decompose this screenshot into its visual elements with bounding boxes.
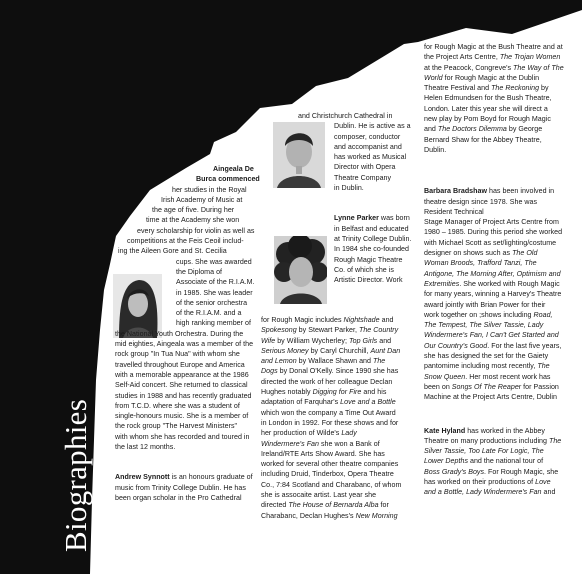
page-title: Biographies — [58, 398, 93, 552]
text-line: Andrew Synnott is an honours graduate of — [115, 473, 253, 482]
text-line: studies in 1988 and has recently graduated — [115, 391, 252, 400]
text-line: Theatre Festival and The Reckoning by — [424, 84, 549, 93]
text-line: with whom she has recorded and toured in — [115, 432, 250, 441]
text-line: adaptation of Farquhar's Love and a Bottle — [261, 398, 396, 407]
text-line: time at the Academy she won — [146, 216, 240, 225]
text-line: the National Youth Orchestra. During the — [115, 329, 244, 338]
text-line: Antigone, The Morning After, Optimism and — [424, 269, 561, 278]
text-line: Barbara Bradshaw has been involved in — [424, 187, 555, 196]
text-line: Irish Academy of Music at — [161, 195, 243, 204]
text-line: for many years, winning a Harvey's Theatre — [424, 290, 562, 299]
text-line: work together on ;shows including Road, — [424, 310, 553, 319]
text-line: the last 12 months. — [115, 443, 176, 452]
text-line: in 1985. She was leader — [176, 288, 253, 297]
text-line: Serious Money by Caryl Churchill, Aunt Dan — [261, 346, 401, 355]
text-line: World for Rough Magic at the Dublin — [424, 73, 540, 82]
text-line: the rock group "The Harvest Ministers" — [115, 422, 238, 431]
column-3 — [424, 42, 580, 498]
text-line: The Tempest, The Silver Tassie, Lady — [424, 321, 544, 330]
text-line: and Lemon by Wallace Shawn and The — [261, 357, 386, 366]
text-line: Theatre Company — [334, 173, 392, 182]
text-line: ing the Aileen Gore and St. Cecilia — [118, 247, 227, 256]
text-line: Kate Hyland has worked in the Abbey — [424, 426, 545, 435]
text-line: composer, conductor — [334, 132, 401, 141]
text-line: Helen Edmundsen for the Bush Theatre, — [424, 94, 552, 103]
text-line: Self-Aid concert. She returned to classical — [115, 381, 248, 390]
text-line: of the senior orchestra — [176, 298, 248, 307]
text-line: her production of Wilde's Lady — [261, 429, 357, 438]
text-line: been organ scholar in the Pro Cathedral — [115, 493, 242, 502]
text-line: directed The House of Bernarda Alba for — [261, 501, 389, 510]
text-line: and a Bottle, Lady Windermere's Fan and — [424, 488, 556, 497]
text-line: and Christchurch Cathedral in — [298, 112, 393, 120]
column-1 — [115, 164, 285, 503]
text-line: pantomime including most recently, The — [424, 362, 550, 371]
text-line: in London in 1992. For these shows and for — [261, 418, 399, 427]
column-2 — [298, 111, 418, 285]
text-line: Rough Magic Theatre — [334, 255, 403, 264]
name-barbara-bradshaw: Barbara Bradshaw — [424, 187, 488, 196]
text-line: and accompanist and — [334, 142, 402, 151]
text-line: Ireland/RTE Arts Show Award. She has — [261, 449, 385, 458]
text-line: in Belfast and educated — [334, 224, 409, 233]
text-line: Machine at the Project Arts Centre, Dublin — [424, 393, 557, 402]
text-line: at the Peacock, Congreve's The Way of The — [424, 63, 564, 72]
text-line: new play by Pom Boyd for Rough Magic — [424, 115, 551, 124]
text-line: with a memorable appearance at the 1986 — [115, 370, 249, 379]
text-line: she is assocaite artist. Last year she — [261, 491, 377, 500]
text-line: London. Later this year she will direct a — [424, 104, 548, 113]
text-line: Extremities. She worked with Rough Magic — [424, 279, 560, 288]
name-lynne-parker: Lynne Parker — [334, 214, 379, 223]
text-line: Associate of the R.I.A.M. — [176, 278, 255, 287]
text-line: Lynne Parker was born — [334, 214, 410, 223]
text-line: in Dublin. — [334, 184, 364, 193]
text-line: Dogs by Donal O'Kelly. Since 1990 she has — [261, 367, 399, 376]
text-line: Wife by William Wycherley; Top Girls and — [261, 336, 392, 345]
text-line: In 1984 she co-founded — [334, 245, 409, 254]
text-line: has worked as Musical — [334, 153, 407, 162]
text-line: award jointly with Brian Power for their — [424, 300, 546, 309]
text-line: Resident Technical — [424, 207, 484, 216]
text-line: 1980 – 1985. During this period she worked — [424, 228, 563, 237]
text-line: high ranking member of — [176, 319, 251, 328]
text-line: of the R.I.A.M. and a — [176, 309, 242, 318]
text-line: with Michael Scott as set/lighting/costume — [424, 238, 557, 247]
text-line: Charabanc, Declan Hughes's New Morning — [261, 511, 398, 520]
text-line: and The Doctors Dilemma by George — [424, 125, 543, 134]
text-line: Theatre on many productions including The — [424, 436, 562, 445]
text-line: for Rough Magic includes Nightshade and — [261, 316, 394, 324]
text-line: Stage Manager of Project Arts Centre from — [424, 218, 559, 227]
text-line: mid eighties, Aingeala was a member of the — [115, 340, 254, 349]
text-line: rock group "In Tua Nua" with whom she — [115, 350, 240, 359]
text-line: Our Country's Good. For the last five years, — [424, 341, 562, 350]
text-line: she has designed the set for the Gaiety — [424, 352, 549, 361]
text-line: Co. of which she is — [334, 265, 394, 274]
name-kate-hyland: Kate Hyland — [424, 426, 466, 435]
column-2-lower — [261, 315, 421, 521]
name-andrew-synnott: Andrew Synnott — [115, 473, 170, 482]
text-line: single-honours music. She is a member of — [115, 412, 249, 421]
text-line: music from Trinity College Dublin. He has — [115, 483, 246, 492]
text-line: the Project Arts Centre, The Trojan Women — [424, 53, 561, 62]
text-line: Woman Broods, Trafford Tanzi, The — [424, 259, 537, 268]
text-line: Bernard Shaw for the Abbey Theatre, — [424, 135, 542, 144]
text-line: for Rough Magic at the Bush Theatre and at — [424, 43, 563, 51]
text-line: Hughes notably Digging for Fire and his — [261, 388, 387, 397]
text-line: designer on shows such as The Old — [424, 249, 538, 258]
text-line: which won the company a Time Out Award — [261, 408, 396, 417]
text-line: directed the work of her colleague Declan — [261, 377, 393, 386]
text-line: travelled throughout Europe and America — [115, 360, 245, 369]
text-line: Boss Grady's Boys. For Rough Magic, she — [424, 467, 559, 476]
text-line: competitions at the Feis Ceoil includ- — [127, 237, 244, 246]
text-line: Dublin. — [424, 145, 447, 154]
text-line: Artistic Director. Work — [334, 276, 403, 285]
text-line: the age of five. During her — [152, 206, 235, 215]
text-line: Snow Queen. Her most recent work has — [424, 372, 551, 381]
text-line: Windermere's Fan, I Can't Get Started and — [424, 331, 559, 340]
text-line: the Diploma of — [176, 267, 223, 276]
text-line: at Trinity College Dublin. — [334, 234, 412, 243]
text-line: Co., 7:84 Scotland and Charabanc, of whom — [261, 480, 402, 489]
text-line: cups. She was awarded — [176, 257, 252, 266]
text-line: has worked on their productions of Love — [424, 477, 551, 486]
text-line: every scholarship for violin as well as — [137, 226, 255, 235]
text-line: Spokesong by Stewart Parker, The Country — [261, 326, 399, 335]
text-line: worked for several other theatre companies — [261, 460, 399, 469]
text-line: Burca commenced — [196, 175, 260, 184]
text-line: her studies in the Royal — [172, 185, 247, 194]
text-line: been on Songs Of The Reaper for Passion — [424, 382, 559, 391]
text-line: from T.C.D. where she was a student of — [115, 401, 240, 410]
text-line: theatre design since 1978. She was — [424, 197, 538, 206]
text-line: Dublin. He is active as a — [334, 122, 411, 131]
text-line: Lower Depths and the national tour of — [424, 457, 544, 466]
text-line: Silver Tassie, Too Late For Logic, The — [424, 447, 544, 456]
text-line: Director with Opera — [334, 163, 396, 172]
text-line: Aingeala De — [213, 165, 254, 173]
text-line: including Druid, Tinderbox, Opera Theatre — [261, 470, 394, 479]
text-line: Windermere's Fan she won a Bank of — [261, 439, 380, 448]
